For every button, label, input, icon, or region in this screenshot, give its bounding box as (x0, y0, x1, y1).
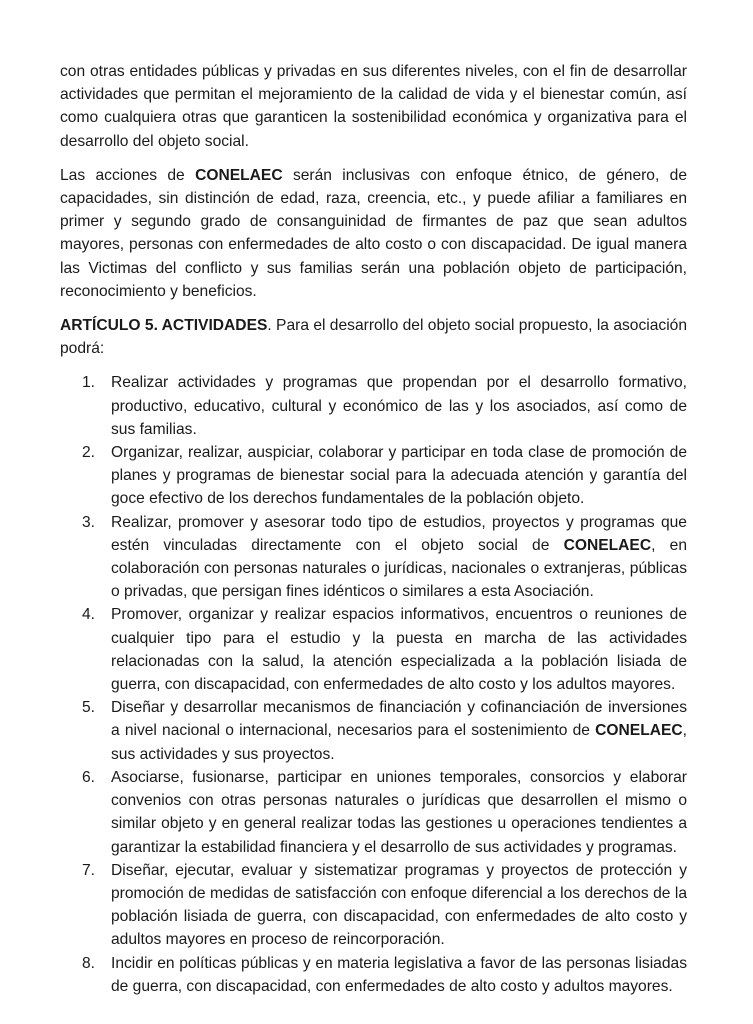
item-number: 7. (82, 861, 96, 879)
org-name: CONELAEC (595, 722, 683, 740)
list-item: 5. Diseñar y desarrollar mecanismos de financiación y cofinanciación de inversiones a nivel nacional o internacional, necesarios para el sostenimiento de CONELAEC, sus actividades y sus proyectos. (60, 696, 687, 766)
list-item: 7. Diseñar, ejecutar, evaluar y sistematizar programas y proyectos de protección y promoción de medidas de satisfacción con enfoque diferencial a los derechos de la población lisiada de guerra, con discapacidad, con enfermedades de alto costo y adultos mayores en proceso de reincorporación. (60, 859, 687, 952)
article-paragraph (60, 314, 687, 360)
list-item: 8. Incidir en políticas públicas y en materia legislativa a favor de las personas lisiadas de guerra, con discapacidad, con enfermedades de alto costo y adultos mayores. (60, 952, 687, 998)
list-item: 6. Asociarse, fusionarse, participar en uniones temporales, consorcios y elaborar convenios con otras personas naturales o jurídicas que desarrollen el mismo o similar objeto y en general realizar todas las gestiones u operaciones tendientes a garantizar la estabilidad financiera y el desarrollo de sus actividades y programas. (60, 766, 687, 859)
article-lead: . Para el desarrollo del objeto social propuesto, la asociación podrá: (60, 317, 687, 358)
list-item: 1. Realizar actividades y programas que propendan por el desarrollo formativo, productivo, educativo, cultural y económico de las y los asociados, así como de sus familias. (60, 371, 687, 441)
activities-list (60, 371, 687, 997)
item-number: 5. (82, 699, 96, 717)
org-name: CONELAEC (195, 166, 283, 184)
list-item: 3. Realizar, promover y asesorar todo tipo de estudios, proyectos y programas que estén vinculadas directamente con el objeto social de CONELAEC, en colaboración con personas naturales o jurídicas, nacionales o extranjeras, públicas o privadas, que persigan fines idénticos o similares a esta Asociación. (60, 511, 687, 604)
item-number: 1. (82, 374, 96, 392)
item-number: 3. (82, 513, 96, 531)
item-number: 6. (82, 768, 96, 786)
list-item: 4. Promover, organizar y realizar espacios informativos, encuentros o reuniones de cualquier tipo para el estudio y la puesta en marcha de las actividades relacionadas con la salud, la atención especializada a la población lisiada de guerra, con discapacidad, con enfermedades de alto costo y los adultos mayores. (60, 603, 687, 696)
item-number: 4. (82, 606, 96, 624)
intro-paragraph: con otras entidades públicas y privadas en sus diferentes niveles, con el fin de desarrollar actividades que permitan el mejoramiento de la calidad de vida y el bienestar común, así como cualquiera otras que garanticen la sostenibilidad económica y organizativa para el desarrollo del objeto social. (60, 63, 687, 150)
article-heading: ARTÍCULO 5. ACTIVIDADES (60, 317, 268, 335)
list-item: 2. Organizar, realizar, auspiciar, colaborar y participar en toda clase de promoción de planes y programas de bienestar social para la adecuada atención y garantía del goce efectivo de los derechos fundamentales de la población objeto. (60, 441, 687, 511)
org-name: CONELAEC (563, 536, 652, 554)
item-number: 2. (82, 444, 96, 462)
item-number: 8. (82, 954, 96, 972)
inclusion-paragraph: Las acciones de CONELAEC serán inclusivas con enfoque étnico, de género, de capacidades, sin distinción de edad, raza, creencia, etc., y puede afiliar a familiares en primer y segundo grado de consanguinidad de firmantes de paz que sean adultos mayores, personas con enfermedades de alto costo o con discapacidad. De igual manera las Victimas del conflicto y sus familias serán una población objeto de participación, reconocimiento y beneficios. (60, 166, 688, 300)
